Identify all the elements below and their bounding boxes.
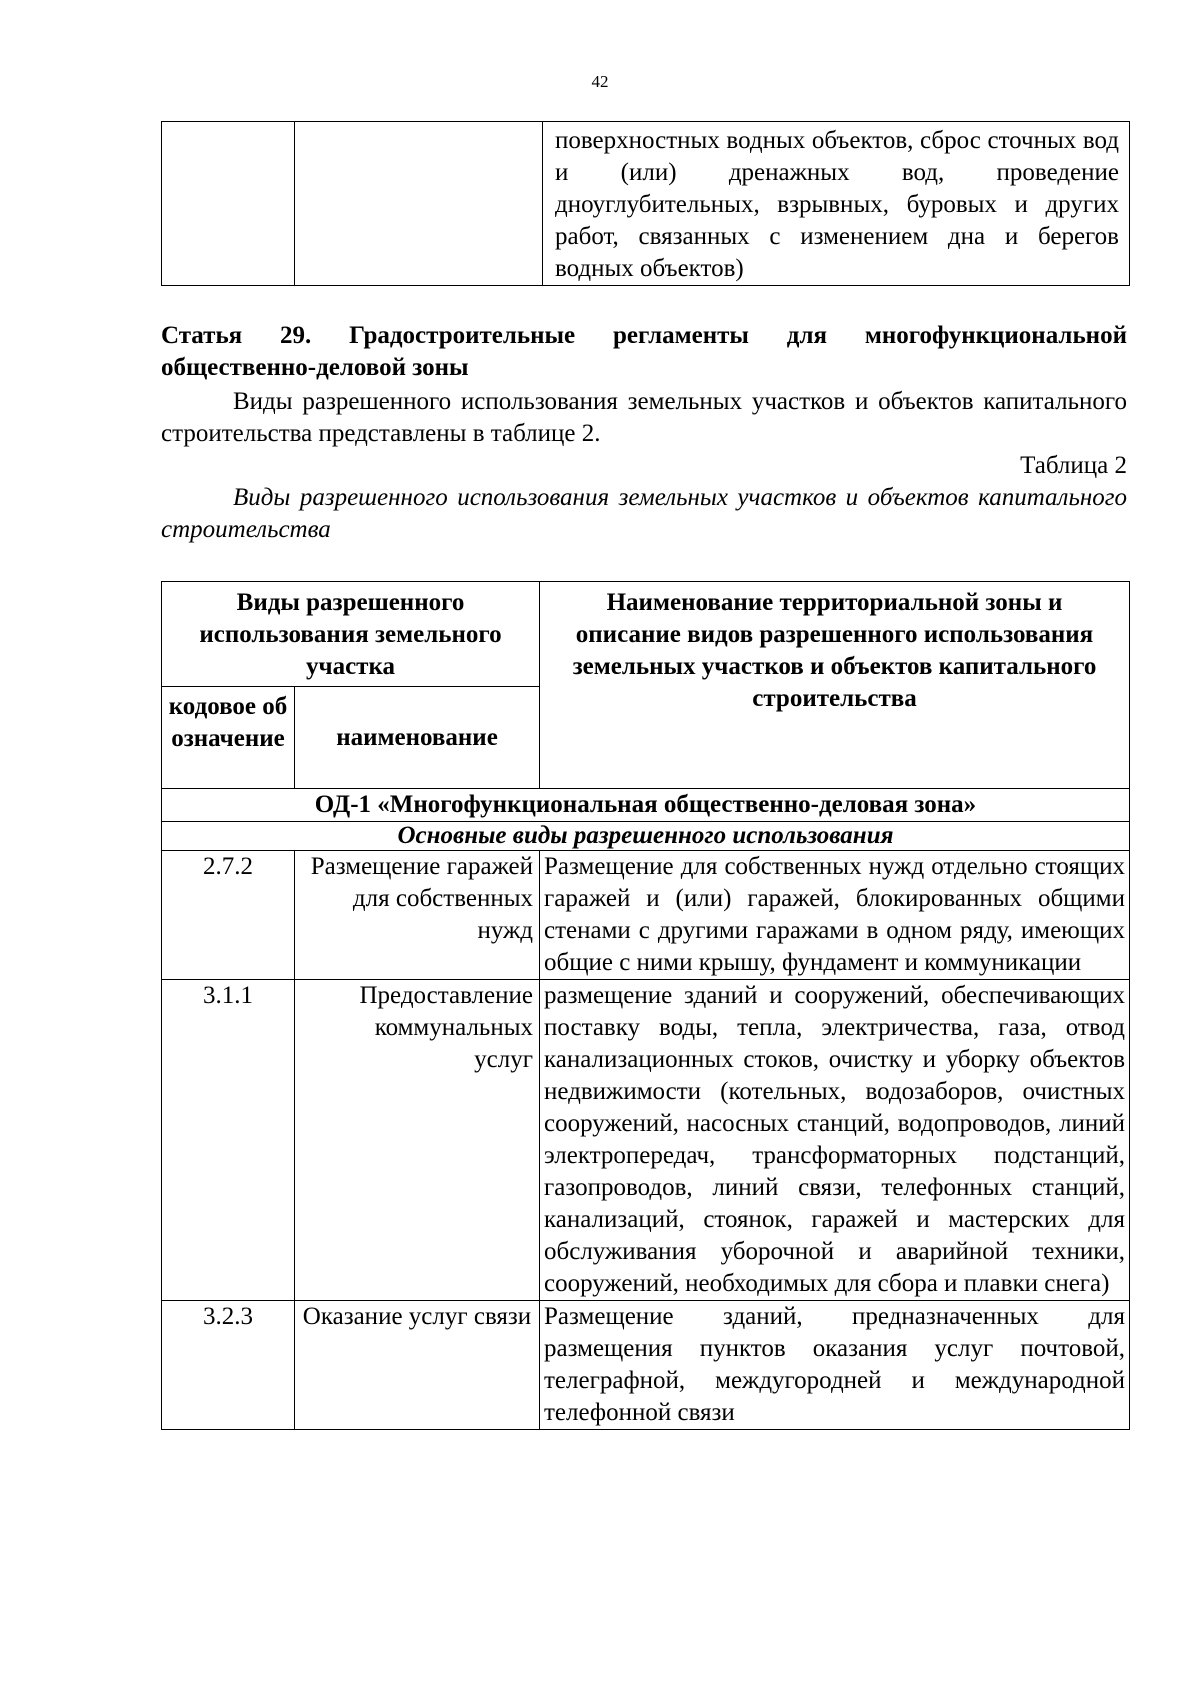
- table-cell: [162, 122, 295, 286]
- header-name-cell: наименование: [295, 687, 540, 789]
- code-cell: 3.1.1: [162, 980, 295, 1301]
- zone-row: [162, 789, 1130, 822]
- section-row: [162, 822, 1130, 851]
- section-title: Основные виды разрешенного использования: [162, 822, 1130, 851]
- table-caption: Виды разрешенного использования земельных участков и объектов капитального строительства: [161, 484, 1127, 543]
- table-row: [162, 122, 1130, 286]
- description-cell: размещение зданий и сооружений, обеспечивающих поставку воды, тепла, электричества, газа, отвод канализационных стоков, очистку и уборку объектов недвижимости (котельных, водозаборов, очистных сооружений, насосных станций, водопроводов, линий электропередач, трансформаторных подстанций, газопроводов, линий связи, телефонных станций, канализаций, стоянок, гаражей и мастерских для обслуживания уборочной и аварийной техники, сооружений, необходимых для сбора и плавки снега): [540, 980, 1130, 1301]
- cell-text: поверхностных водных объектов, сброс сточных вод и (или) дренажных вод, проведение дноуглубительных, взрывных, буровых и других работ, связанных с изменением дна и берегов водных объектов): [555, 127, 1119, 282]
- code-cell: 2.7.2: [162, 851, 295, 980]
- zone-title: ОД-1 «Многофункциональная общественно-деловая зона»: [162, 789, 1130, 822]
- header-row: [162, 582, 1130, 687]
- permitted-use-table: [161, 581, 1130, 1430]
- header-code-cell: кодовое обозначение: [162, 687, 295, 789]
- page-number: 42: [591, 72, 609, 91]
- header-description-cell: Наименование территориальной зоны и описание видов разрешенного использования земельных участков и объектов капитального строительства: [540, 582, 1130, 789]
- name-cell: Предоставление коммунальных услуг: [295, 980, 540, 1301]
- header-group-cell: Виды разрешенного использования земельного участка: [162, 582, 540, 687]
- table-row: [162, 1301, 1130, 1430]
- name-cell: Размещение гаражей для собственных нужд: [295, 851, 540, 980]
- table-label: Таблица 2: [1020, 452, 1127, 479]
- code-cell: 3.2.3: [162, 1301, 295, 1430]
- table-cell: [295, 122, 543, 286]
- table-row: [162, 980, 1130, 1301]
- name-cell: Оказание услуг связи: [295, 1301, 540, 1430]
- description-cell: Размещение для собственных нужд отдельно стоящих гаражей и (или) гаражей, блокированных общими стенами с другими гаражами в одном ряду, имеющих общие с ними крышу, фундамент и коммуникации: [540, 851, 1130, 980]
- table-row: [162, 851, 1130, 980]
- table-cell: [543, 122, 1130, 286]
- article-title: Статья 29. Градостроительные регламенты для многофункциональной общественно-деловой зоны: [161, 322, 1127, 381]
- description-cell: Размещение зданий, предназначенных для размещения пунктов оказания услуг почтовой, телеграфной, междугородней и международной телефонной связи: [540, 1301, 1130, 1430]
- continuation-table: [161, 121, 1130, 286]
- article-intro: Виды разрешенного использования земельных участков и объектов капитального строительства представлены в таблице 2.: [161, 388, 1127, 447]
